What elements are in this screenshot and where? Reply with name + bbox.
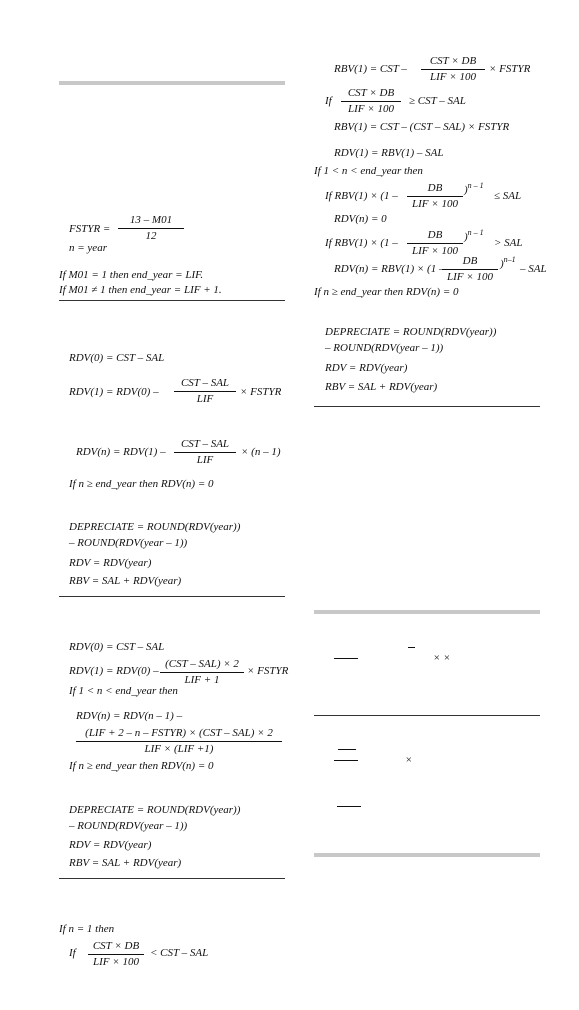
fraction-bar-fragment [408,647,415,648]
r-cond1-numerator: DB [407,183,463,197]
fstyr-numerator: 13 – M01 [118,215,184,229]
r-rdv: RDV = RDV(year) [325,362,408,374]
syd-rdvn-numerator: (LIF + 2 – n – FSTYR) × (CST – SAL) × 2 [76,728,282,742]
r-rbv1-rhs: × FSTYR [489,63,531,75]
db-if-denominator: LIF × 100 [93,956,139,968]
r-cond2-numerator: DB [407,230,463,244]
section-divider-band [314,853,540,857]
syd-depreciate-2: – ROUND(RDV(year – 1)) [69,820,188,832]
r-rbv1-denominator: LIF × 100 [430,71,476,83]
r-depreciate-1: DEPRECIATE = ROUND(RDV(year)) [325,326,497,338]
sl-rbv: RBV = SAL + RDV(year) [69,575,182,587]
syd-rdv: RDV = RDV(year) [69,839,152,851]
section-rule [314,715,540,716]
r-cond2-exponent: n – 1 [467,228,484,237]
fstyr-fraction [118,215,184,242]
r-rdv1: RDV(1) = RBV(1) – SAL [334,147,444,159]
syd-rdv1-rhs: × FSTYR [247,665,289,677]
r-rbv1-numerator: CST × DB [421,56,485,70]
r-rbv1-lhs: RBV(1) = CST – [334,63,407,75]
r-cond3-rhs: – SAL [520,263,547,275]
syd-rdv1-fraction [160,659,244,686]
r-if-range: If 1 < n < end_year then [314,165,423,177]
section-rule [59,878,285,879]
r-cond3-lhs: RDV(n) = RBV(1) × (1 – [334,263,445,275]
r-cond3-exponent: n–1 [503,255,516,264]
times-fragment: × × [433,652,451,664]
r-cond3-exp: )$^{n-1}$ [500,255,516,270]
r-if: If [325,95,332,107]
r-cond2-denominator: LIF × 100 [412,245,458,257]
sl-rdv1-fraction [174,378,236,405]
sl-rdv0: RDV(0) = CST – SAL [69,352,165,364]
end-year-rule-1: If M01 = 1 then end_year = LIF. [59,269,204,281]
section-rule [314,406,540,407]
r-cond2-fraction [407,230,463,257]
r-if-numerator: CST × DB [341,88,401,102]
db-if-n1: If n = 1 then [59,923,115,935]
r-end-rule: If n ≥ end_year then RDV(n) = 0 [314,286,459,298]
fraction-bar-fragment [334,760,358,761]
syd-rbv: RBV = SAL + RDV(year) [69,857,182,869]
r-if-rhs: ≥ CST – SAL [409,95,466,107]
syd-end-rule: If n ≥ end_year then RDV(n) = 0 [69,760,214,772]
db-if: If [69,947,76,959]
db-if-rhs: < CST – SAL [150,947,209,959]
sl-rdv1-denominator: LIF [196,393,214,405]
r-cond1-denominator: LIF × 100 [412,198,458,210]
r-rbv: RBV = SAL + RDV(year) [325,381,438,393]
syd-depreciate-1: DEPRECIATE = ROUND(RDV(year)) [69,804,241,816]
r-cond3-denominator: LIF × 100 [447,271,493,283]
section-divider-band [314,610,540,614]
r-if-fraction [341,88,401,115]
sl-depreciate-2: – ROUND(RDV(year – 1)) [69,537,188,549]
sl-rdv1-numerator: CST – SAL [174,378,236,392]
syd-rdv1-lhs: RDV(1) = RDV(0) – [69,665,159,677]
sl-rdvn-numerator: CST – SAL [174,439,236,453]
sl-rdv: RDV = RDV(year) [69,557,152,569]
times-fragment: × [405,754,413,766]
fraction-bar-fragment [338,749,356,750]
r-if-denominator: LIF × 100 [348,103,394,115]
sl-end-rule: If n ≥ end_year then RDV(n) = 0 [69,478,214,490]
sl-rdv1-rhs: × FSTYR [240,386,282,398]
fstyr-denominator: 12 [145,230,157,242]
sl-rdv1-lhs: RDV(1) = RDV(0) – [69,386,159,398]
syd-rdv1-numerator: (CST – SAL) × 2 [160,659,244,673]
section-rule [59,300,285,301]
section-divider-band [59,81,285,85]
r-rbv1-alt: RBV(1) = CST – (CST – SAL) × FSTYR [334,121,510,133]
r-cond1-exponent: n – 1 [467,181,484,190]
syd-rdvn-denominator: LIF × (LIF +1) [144,743,214,755]
section-rule [59,596,285,597]
n-equals-year: n = year [69,242,107,254]
db-if-numerator: CST × DB [88,941,144,955]
r-cond3-numerator: DB [442,256,498,270]
r-depreciate-2: – ROUND(RDV(year – 1)) [325,342,444,354]
r-cond1-fraction [407,183,463,210]
sl-rdvn-denominator: LIF [196,454,214,466]
syd-rdvn-fraction [76,728,282,755]
syd-rdv0: RDV(0) = CST – SAL [69,641,165,653]
syd-rdvn-lhs: RDV(n) = RDV(n – 1) – [76,710,183,722]
r-rbv1-fraction [421,56,485,83]
r-cond3-fraction [442,256,498,283]
r-cond2-exp: )$^{n - 1}$ [464,228,484,243]
sl-rdvn-rhs: × (n – 1) [241,446,281,458]
syd-rdv1-denominator: LIF + 1 [184,674,220,686]
fstyr-label: FSTYR = [69,223,111,235]
sl-rdvn-lhs: RDV(n) = RDV(1) – [76,446,166,458]
r-cond1-lhs: If RBV(1) × (1 – [325,190,398,202]
r-cond2-rhs: > SAL [494,237,523,249]
fraction-bar-fragment [334,658,358,659]
r-rdvn-zero: RDV(n) = 0 [334,213,387,225]
sl-depreciate-1: DEPRECIATE = ROUND(RDV(year)) [69,521,241,533]
r-cond1-rhs: ≤ SAL [494,190,522,202]
syd-if-range: If 1 < n < end_year then [69,685,178,697]
r-cond1-exp: )$^{n - 1}$ [464,181,484,196]
sl-rdvn-fraction [174,439,236,466]
fraction-bar-fragment [337,806,361,807]
r-cond2-lhs: If RBV(1) × (1 – [325,237,398,249]
db-if-fraction [88,941,144,968]
end-year-rule-2: If M01 ≠ 1 then end_year = LIF + 1. [59,284,222,296]
